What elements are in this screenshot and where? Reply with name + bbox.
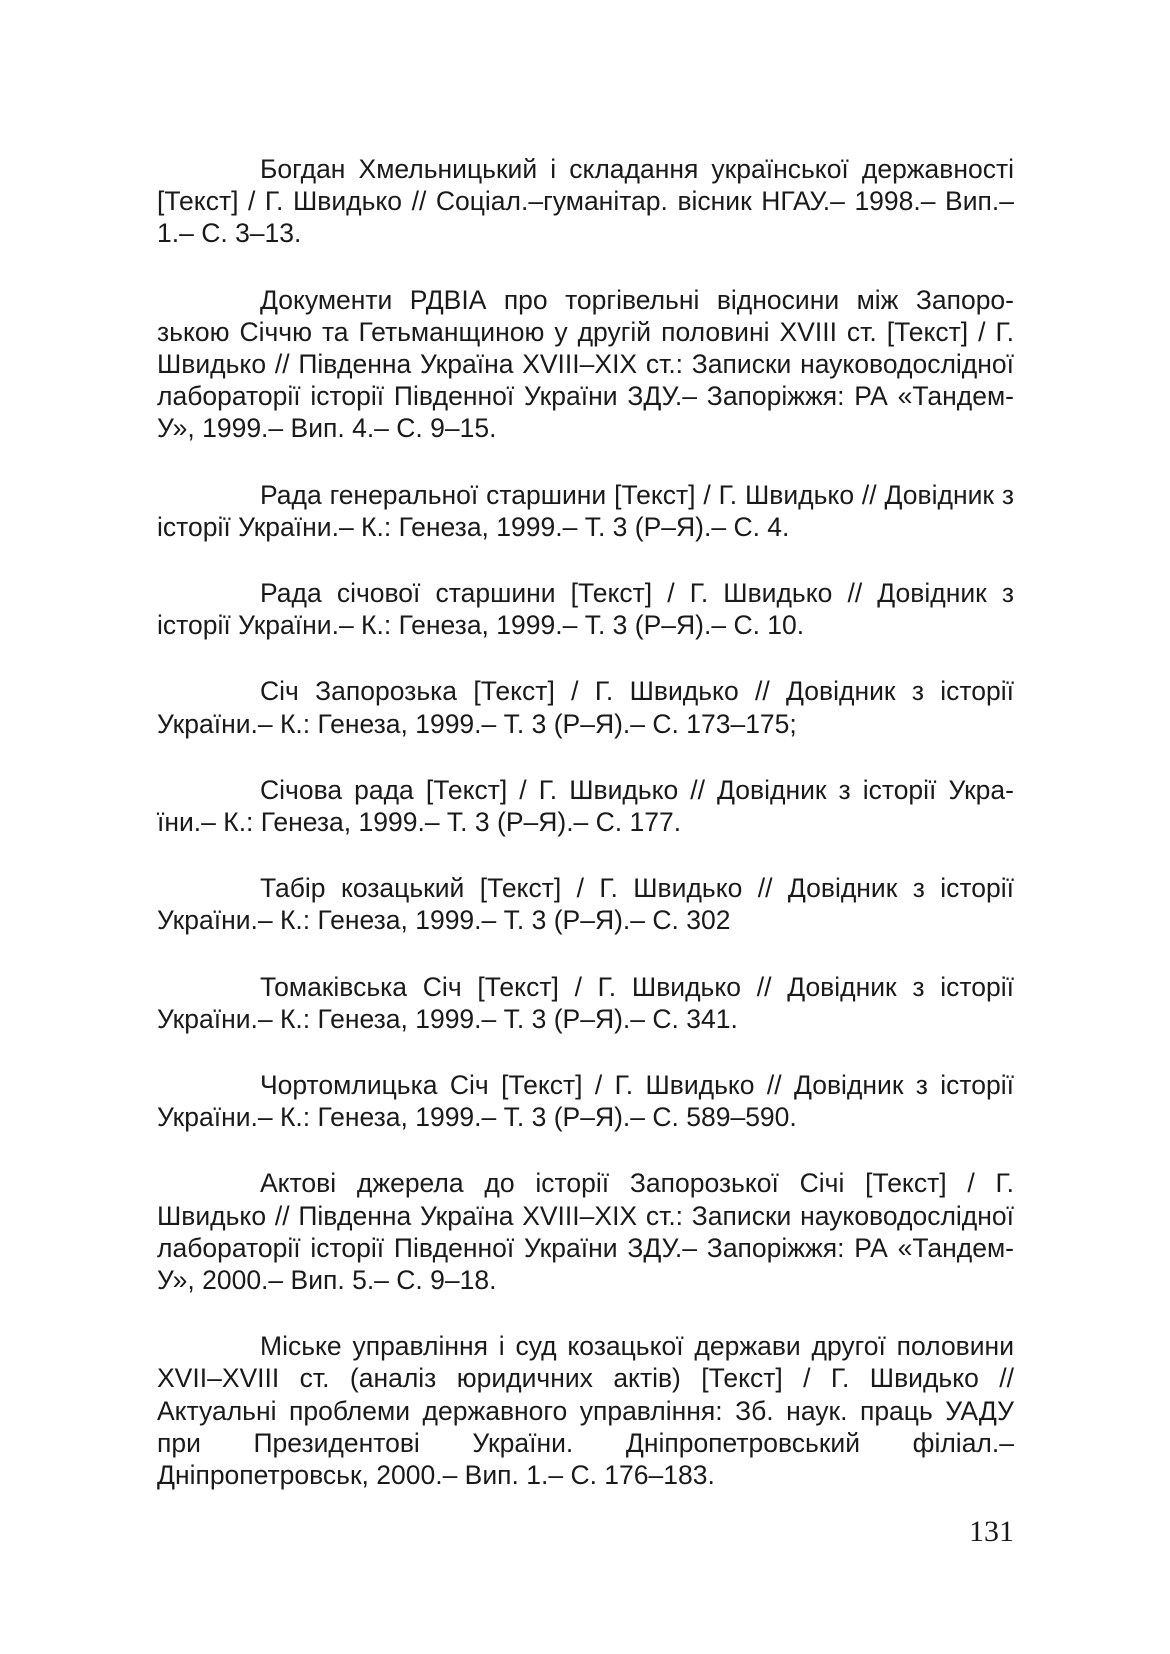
- bibliography-entry: Січ Запорозька [Текст] / Г. Швидько // Довідник з історії України.– К.: Генеза, 1999.– Т. 3 (Р–Я).– С. 173–175;: [157, 676, 1014, 739]
- bibliography-entry: Документи РДВІА про торгівельні відносини між Запорозькою Січчю та Гетьманщиною у другій половині XVIII ст. [Текст] / Г. Швидько // Південна Україна XVIII–XIX ст.: Записки науководослідної лабораторії історії Південної України ЗДУ.– Запоріжжя: РА «Тандем-У», 1999.– Вип. 4.– С. 9–15.: [157, 284, 1014, 444]
- bibliography-entry: Томаківська Січ [Текст] / Г. Швидько // Довідник з історії України.– К.: Генеза, 1999.– Т. 3 (Р–Я).– С. 341.: [157, 971, 1014, 1034]
- bibliography-entry: Чортомлицька Січ [Текст] / Г. Швидько // Довідник з історії України.– К.: Генеза, 1999.– Т. 3 (Р–Я).– С. 589–590.: [157, 1070, 1014, 1133]
- bibliography-entry: Січова рада [Текст] / Г. Швидько // Довідник з історії України.– К.: Генеза, 1999.– Т. 3 (Р–Я).– С. 177.: [157, 774, 1014, 838]
- bibliography-entry: Міське управління і суд козацької держави другої половини XVII–XVIII ст. (аналіз юридичних актів) [Текст] / Г. Швидько // Актуальні проблеми державного управління: Зб. наук. праць УАДУ при Президентові України. Дніпропетровський філіал.– Дніпропетровськ, 2000.– Вип. 1.– С. 176–183.: [157, 1331, 1014, 1491]
- bibliography-entry: Табір козацький [Текст] / Г. Швидько // Довідник з історії України.– К.: Генеза, 1999.– Т. 3 (Р–Я).– С. 302: [157, 873, 1014, 936]
- bibliography-entry: Богдан Хмельницький і складання української державності [Текст] / Г. Швидько // Соціал.–гуманітар. вісник НГАУ.– 1998.– Вип.– 1.– С. 3–13.: [157, 154, 1014, 249]
- bibliography-entry: Рада генеральної старшини [Текст] / Г. Швидько // Довідник з історії України.– К.: Генеза, 1999.– Т. 3 (Р–Я).– С. 4.: [157, 479, 1014, 542]
- page-number: 131: [969, 1515, 1014, 1548]
- bibliography-entry: Рада січової старшини [Текст] / Г. Швидько // Довідник з історії України.– К.: Генеза, 1999.– Т. 3 (Р–Я).– С. 10.: [157, 578, 1014, 641]
- bibliography-entry: Актові джерела до історії Запорозької Січі [Текст] / Г. Швидько // Південна Україна XVIII–XIX ст.: Записки науководослідної лабораторії історії Південної України ЗДУ.– Запоріжжя: РА «Тандем-У», 2000.– Вип. 5.– С. 9–18.: [157, 1168, 1014, 1296]
- bibliography-list: [157, 153, 1014, 1525]
